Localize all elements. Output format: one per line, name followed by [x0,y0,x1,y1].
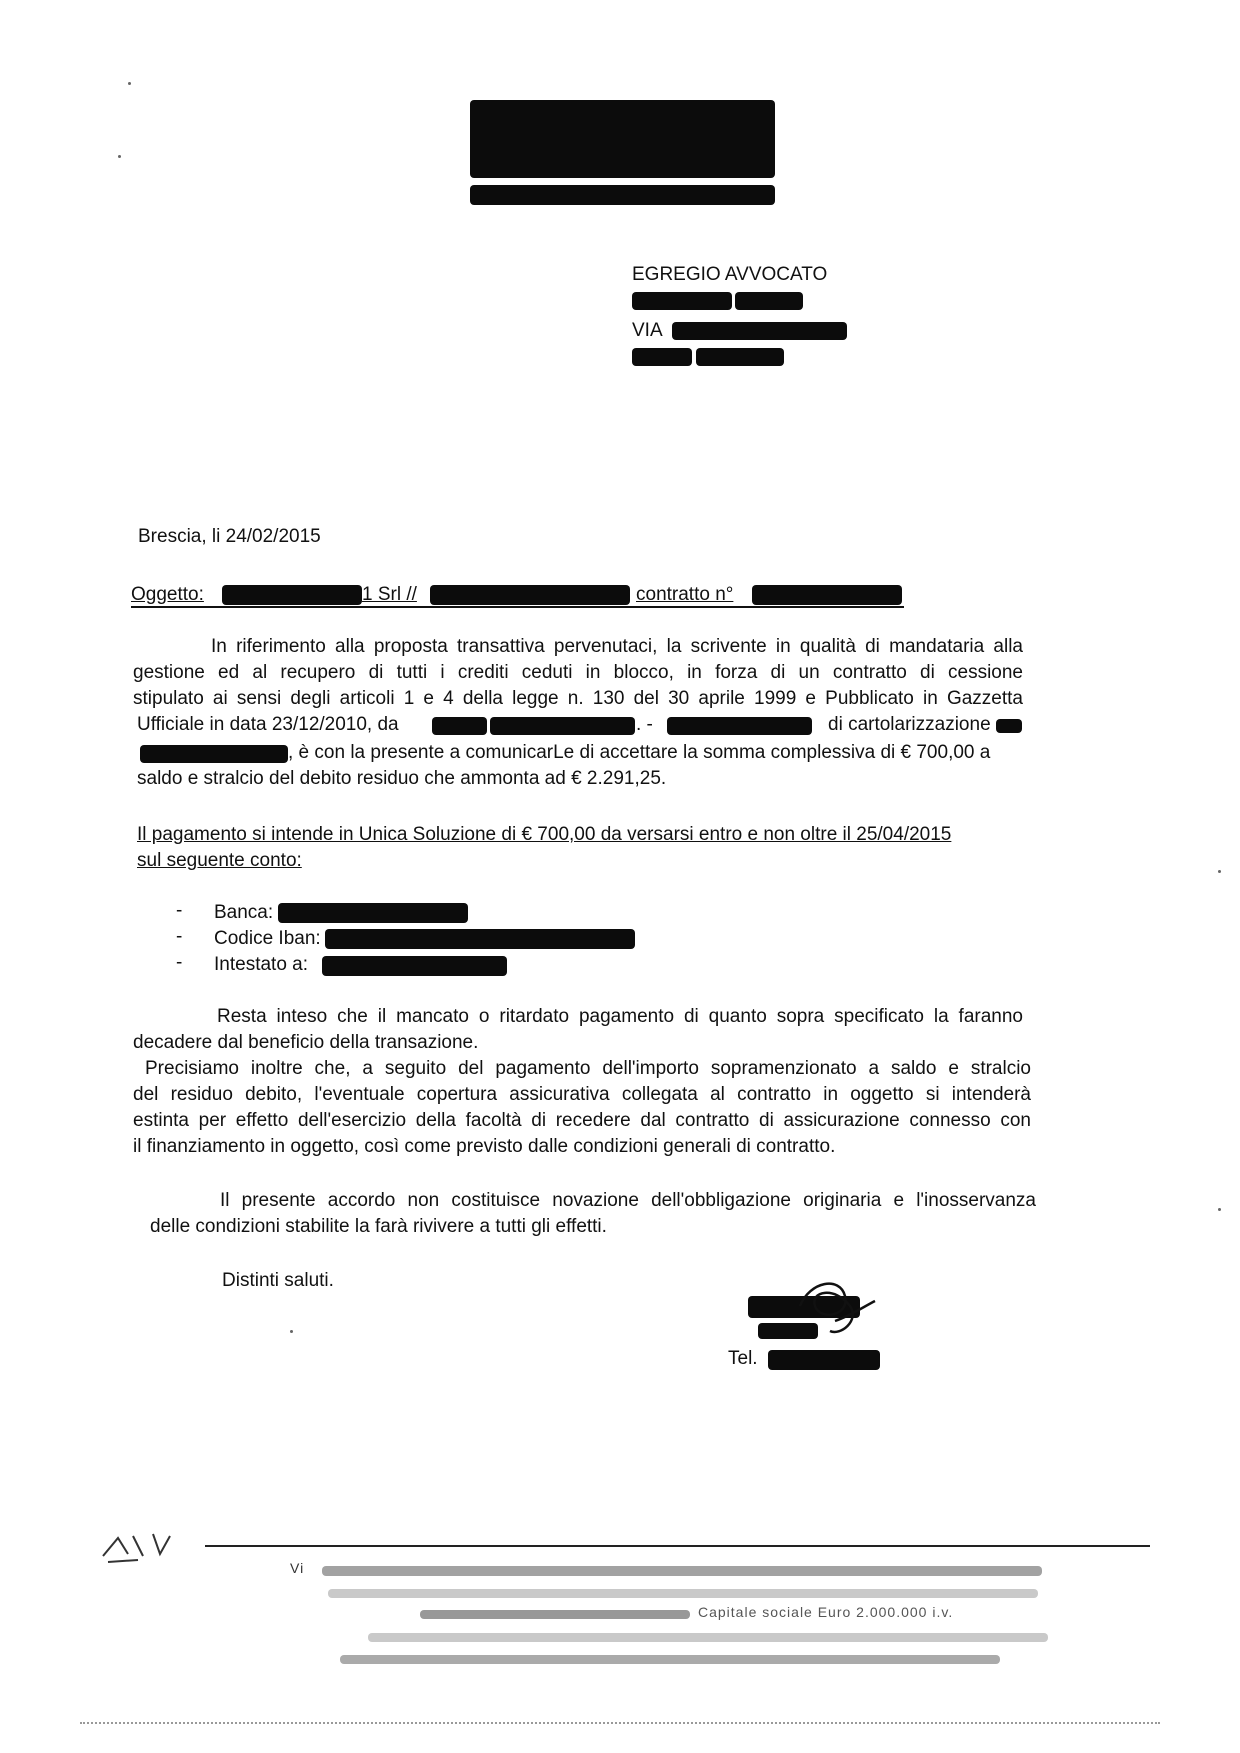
paragraph-1 [133,634,1023,712]
footer-redacted-code [340,1655,1000,1664]
redacted-recipient-surname [735,292,803,310]
paragraph-4 [150,1188,1036,1240]
payment-terms-line-1: Il pagamento si intende in Unica Soluzione di € 700,00 da versarsi entro e non oltre il 25/04/2015 [137,824,952,845]
paragraph-4-line-2: delle condizioni stabilite la farà rivivere a tutti gli effetti. [150,1216,607,1237]
redacted-iban [325,929,635,949]
subject-underline [131,606,904,608]
paragraph-1-line-4a: Ufficiale in data 23/12/2010, da [137,714,399,735]
redacted-subject-company [222,585,362,605]
paragraph-1-line-6: saldo e stralcio del debito residuo che ammonta ad € 2.291,25. [137,768,667,789]
scan-speck [1218,870,1221,873]
footer-redacted-address [322,1566,1042,1576]
redacted-contract-number [752,585,902,605]
scan-speck [290,1330,293,1333]
subject-contract-label: contratto n° [636,584,734,605]
redacted-recipient-name [632,292,732,310]
redacted-signatory-title [758,1323,818,1339]
redacted-letterhead-line [470,185,775,205]
paragraph-1-line-5: , è con la presente a comunicarLe di accettare la somma complessiva di € 700,00 a [288,742,991,763]
footer-redacted-registry [328,1589,1038,1598]
redacted-assignor-1 [432,717,487,735]
paragraph-3-line-4: il finanziamento in oggetto, così come previsto dalle condizioni generali di contratto. [133,1136,836,1157]
paragraph-3-line-3: estinta per effetto dell'esercizio della facoltà di recedere dal contratto di assicurazione connesso con [133,1110,1031,1131]
paragraph-2-line-1: Resta inteso che il mancato o ritardato pagamento di quanto sopra specificato la faranno [217,1006,1023,1027]
redacted-recipient-cap [632,348,692,366]
place-date: Brescia, li 24/02/2015 [138,526,321,547]
payment-terms-line-2: sul seguente conto: [137,850,302,871]
scan-speck [1218,1208,1221,1211]
redacted-subject-debtor [430,585,630,605]
tel-label: Tel. [728,1348,758,1369]
bank-list-dash-3: - [176,952,183,973]
paragraph-2-line-2: decadere dal beneficio della transazione. [133,1032,479,1053]
redacted-vehicle-name [667,717,812,735]
paragraph-2 [133,1004,1023,1056]
scan-dotted-edge [80,1722,1160,1724]
footer-address-prefix: Vi [290,1560,305,1576]
footer-redacted-fiscal [420,1610,690,1619]
scan-speck [128,82,131,85]
footer-rule [205,1545,1150,1547]
redacted-phone-number [768,1350,880,1370]
bank-label: Banca: [214,902,274,923]
redacted-recipient-street [672,322,847,340]
footer-logo-mark [98,1526,188,1566]
paragraph-4-line-1: Il presente accordo non costituisce novazione dell'obbligazione originaria e l'inosservanza [220,1190,1036,1211]
paragraph-3-line-2: del residuo debito, l'eventuale copertura assicurativa collegata al contratto in oggetto si intenderà [133,1084,1031,1105]
redacted-letterhead-logo [470,100,775,178]
redacted-bank-name [278,903,468,923]
scan-speck [118,155,121,158]
recipient-address-prefix: VIA [632,320,663,341]
redacted-account-holder [322,956,507,976]
account-holder-label: Intestato a: [214,954,309,975]
subject-label: Oggetto: [131,584,204,605]
paragraph-3 [133,1056,1031,1160]
bank-list-dash-1: - [176,900,183,921]
paragraph-1-line-2: gestione ed al recupero di tutti i crediti ceduti in blocco, in forza di un contratto di cessione [133,662,1023,683]
closing-greeting: Distinti saluti. [222,1270,334,1291]
redacted-assignor-2 [490,717,635,735]
redacted-vehicle-suffix [996,719,1022,733]
paragraph-1-line-1: In riferimento alla proposta transattiva pervenutaci, la scrivente in qualità di mandataria alla [211,636,1023,657]
paragraph-1-line-4c: di cartolarizzazione [828,714,991,735]
recipient-salutation: EGREGIO AVVOCATO [632,264,828,285]
paragraph-1-line-4b: . - [636,714,653,735]
paragraph-3-line-1: Precisiamo inoltre che, a seguito del pagamento dell'importo sopramenzionato a saldo e stralcio [145,1058,1031,1079]
footer-redacted-register [368,1633,1048,1642]
iban-label: Codice Iban: [214,928,321,949]
paragraph-1-line-3: stipulato ai sensi degli articoli 1 e 4 della legge n. 130 del 30 aprile 1999 e Pubblicato in Gazzetta [133,688,1023,709]
redacted-recipient-city [696,348,784,366]
subject-company-suffix: 1 Srl // [362,584,417,605]
redacted-vehicle-continued [140,745,288,763]
bank-list-dash-2: - [176,926,183,947]
footer-capital: Capitale sociale Euro 2.000.000 i.v. [698,1604,954,1620]
